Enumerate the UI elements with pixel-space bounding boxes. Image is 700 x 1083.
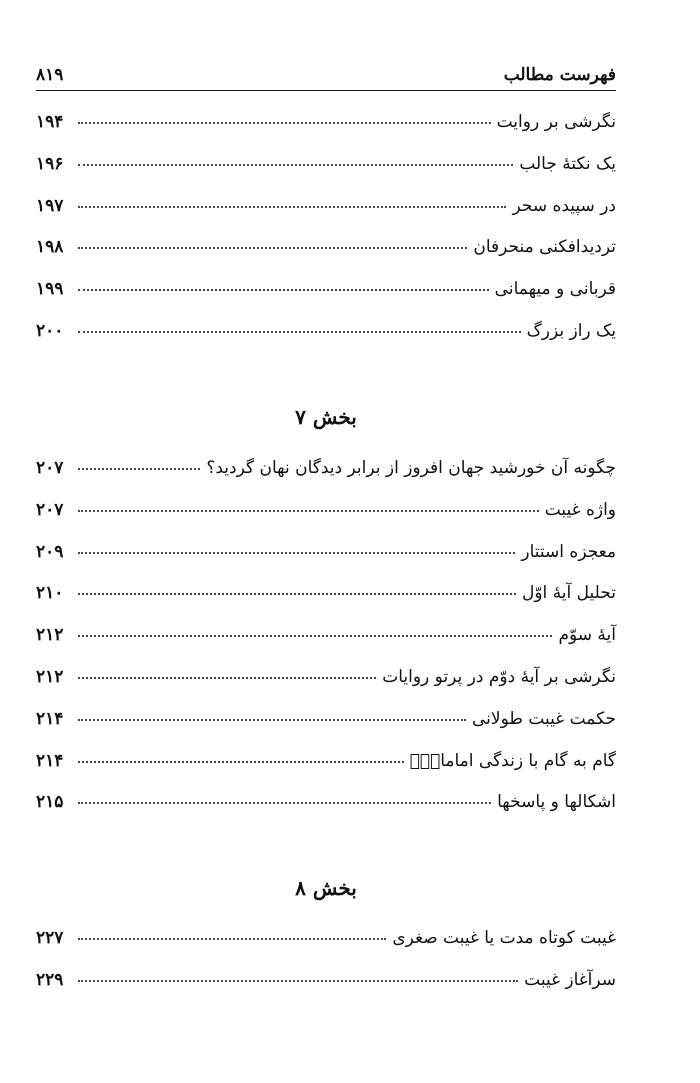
toc-entry-title: سرآغاز غیبت (524, 969, 616, 990)
toc-entry[interactable] (36, 237, 616, 279)
dot-leader (78, 980, 518, 982)
toc-entry[interactable] (36, 279, 616, 321)
toc-entry[interactable] (36, 583, 616, 625)
toc-entry-title: نگرشی بر آیهٔ دوّم در پرتو روایات (382, 666, 616, 687)
dot-leader (78, 468, 200, 470)
section-heading-7: بخش ۷ (295, 405, 357, 429)
toc-entry-page: ۱۹۴ (36, 112, 64, 132)
dot-leader (78, 677, 376, 679)
dot-leader (78, 289, 489, 291)
toc-entry-title: معجزه استتار (521, 541, 616, 562)
running-header (36, 60, 616, 86)
toc-entry-title: اشکالها و پاسخها (497, 792, 616, 813)
dot-leader (78, 552, 515, 554)
toc-entry[interactable] (36, 154, 616, 196)
toc-entry-title: نگرشی بر روایت (496, 112, 616, 132)
toc-entry-page: ۲۱۰ (36, 583, 64, 604)
toc-entry-page: ۲۱۲ (36, 625, 64, 646)
toc-entry-page: ۲۱۲ (36, 666, 64, 687)
toc-entry-title: یک راز بزرگ (526, 320, 616, 341)
toc-entry-title: یک نکتهٔ جالب (519, 153, 616, 174)
toc-entry-page: ۱۹۸ (36, 237, 64, 258)
toc-entry[interactable] (36, 500, 616, 542)
toc-entry[interactable] (36, 751, 616, 793)
toc-entry[interactable] (36, 709, 616, 751)
toc-entry-title: حکمت غیبت طولانی (472, 708, 616, 729)
toc-entry-page: ۲۱۴ (36, 750, 64, 771)
toc-entry[interactable] (36, 667, 616, 709)
toc-entry[interactable] (36, 196, 616, 238)
dot-leader (78, 938, 386, 940)
dot-leader (78, 206, 506, 208)
toc-entry-title: تردیدافکنی منحرفان (473, 237, 616, 258)
header-divider (36, 90, 616, 91)
page-number: ۸۱۹ (36, 65, 64, 85)
dot-leader (78, 331, 521, 333)
toc-entry[interactable] (36, 625, 616, 667)
toc-entry[interactable] (36, 928, 616, 970)
toc-entry[interactable] (36, 970, 616, 1012)
dot-leader (78, 164, 513, 166)
toc-entry[interactable] (36, 792, 616, 834)
toc-section-6-list (36, 112, 616, 363)
dot-leader (78, 593, 516, 595)
dot-leader (78, 635, 552, 637)
toc-entry[interactable] (36, 321, 616, 363)
section-heading-8: بخش ۸ (295, 876, 357, 900)
dot-leader (78, 510, 539, 512)
toc-entry-page: ۲۱۴ (36, 708, 64, 729)
toc-entry-page: ۲۰۷ (36, 458, 64, 478)
toc-entry[interactable] (36, 458, 616, 500)
toc-entry-page: ۲۲۷ (36, 928, 64, 948)
toc-entry-title: در سپیده سحر (512, 195, 616, 216)
toc-section-8-list (36, 928, 616, 1012)
toc-entry-title: قربانی و میهمانی (494, 279, 616, 300)
toc-entry-title: چگونه آن خورشید جهان افروز از برابر دیدگان نهان گردید؟ (206, 458, 616, 478)
document-page (36, 0, 616, 1083)
toc-entry-page: ۲۰۰ (36, 320, 64, 341)
toc-entry-page: ۱۹۶ (36, 153, 64, 174)
toc-entry-title: واژه غیبت (544, 499, 616, 520)
toc-entry-title: تحلیل آیهٔ اوّل (522, 583, 616, 604)
toc-entry-page: ۲۲۹ (36, 969, 64, 990)
toc-entry-title: گام به گام با زندگی امامانؐؒ (409, 750, 616, 771)
toc-entry[interactable] (36, 542, 616, 584)
toc-entry-title: غیبت کوتاه مدت یا غیبت صغری (392, 928, 616, 948)
toc-entry-page: ۲۰۷ (36, 499, 64, 520)
toc-entry-page: ۲۱۵ (36, 792, 64, 813)
toc-section-7-list (36, 458, 616, 834)
dot-leader (78, 761, 404, 763)
toc-entry-page: ۲۰۹ (36, 541, 64, 562)
toc-entry-page: ۱۹۹ (36, 279, 64, 300)
running-header-title: فهرست مطالب (503, 65, 616, 85)
toc-entry[interactable] (36, 112, 616, 154)
toc-entry-title: آیهٔ سوّم (558, 625, 616, 646)
dot-leader (78, 247, 467, 249)
toc-entry-page: ۱۹۷ (36, 195, 64, 216)
dot-leader (78, 122, 491, 124)
dot-leader (78, 719, 466, 721)
dot-leader (78, 802, 491, 804)
